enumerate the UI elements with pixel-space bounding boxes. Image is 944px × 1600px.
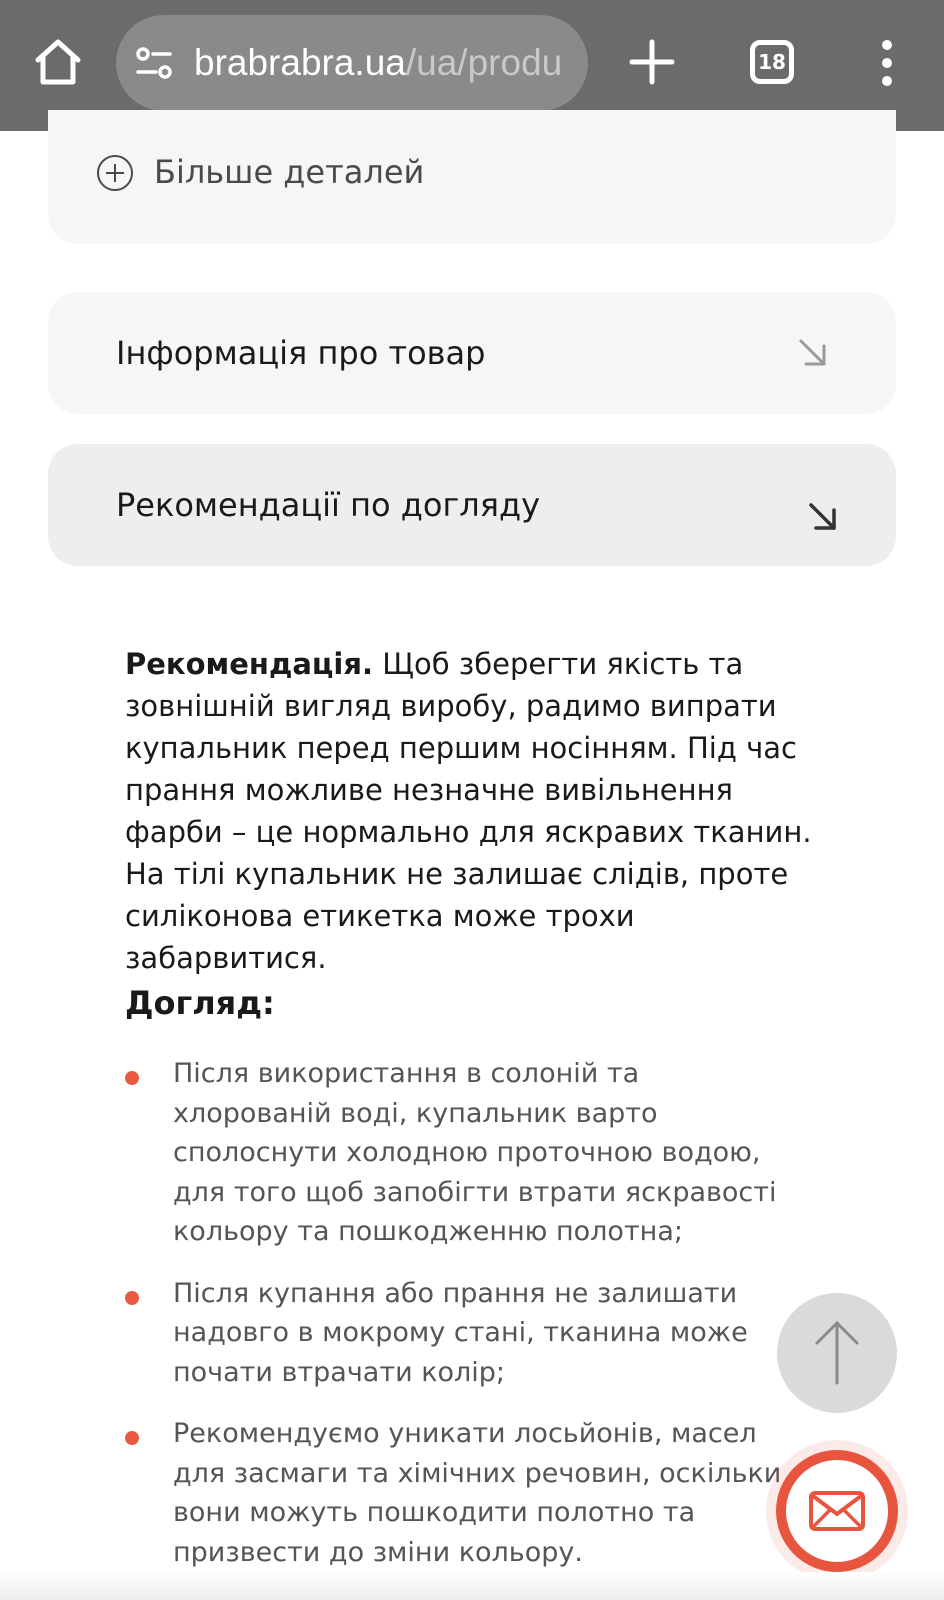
recommendation-body: Щоб зберегти якість та зовнішній вигляд виробу, радимо випрати купальник перед першим носінням. Під час прання можливе незначне вивільнення фарби – це нормально для яскравих тканин. На тілі купальник не залишає слідів, проте силіконова етикетка може трохи забарвитися. [125,647,812,975]
more-menu-button[interactable] [872,38,902,88]
bullet-dot [125,1431,139,1445]
accordion-product-info[interactable] [48,292,896,414]
arrow-down-right-icon [796,336,830,370]
bottom-edge-shadow [0,1572,944,1600]
care-recommendation-text [125,643,835,979]
bullet-dot [125,1071,139,1085]
address-bar[interactable] [116,15,588,111]
url-host: brabrabra.ua [194,42,406,83]
scroll-to-top-button[interactable] [777,1293,897,1413]
more-details-card [48,110,896,244]
contact-mail-button[interactable] [776,1450,898,1572]
accordion-care-recommendations[interactable] [48,444,896,566]
new-tab-button[interactable] [626,36,678,88]
bullet-dot [125,1291,139,1305]
recommendation-label: Рекомендація. [125,647,374,681]
list-item [125,1054,805,1252]
url-path: /ua/produ [405,42,563,83]
home-button[interactable] [30,34,86,90]
more-vert-icon [872,38,902,88]
home-icon [30,34,86,90]
care-list [125,1054,805,1594]
tabs-counter-button[interactable]: 18 [750,40,794,84]
care-item-text: Після купання або прання не залишати надовго в мокрому стані, тканина може почати втрачати колір; [173,1277,748,1388]
plus-icon [626,36,678,88]
tune-icon[interactable] [134,43,174,83]
more-details-link[interactable]: Більше деталей [154,153,425,191]
care-item-text: Після використання в солоній та хлорованій воді, купальник варто сполоснути холодною проточною водою, для того щоб запобігти втрати яскравості кольору та пошкодженню полотна; [173,1058,777,1247]
care-item-text: Рекомендуємо уникати лосьйонів, масел для засмаги та хімічних речовин, оскільки вони можуть пошкодити полотно та призвести до зміни кольору. [173,1418,782,1568]
arrow-down-right-icon [806,500,840,534]
list-item [125,1414,805,1572]
plus-circle-icon[interactable] [96,154,134,192]
care-heading: Догляд: [125,984,275,1022]
accordion-product-info-title: Інформація про товар [116,334,486,372]
arrow-up-icon [812,1319,862,1387]
url-text[interactable] [194,15,562,111]
mail-icon [808,1490,866,1532]
accordion-care-title: Рекомендації по догляду [116,486,541,524]
list-item [125,1274,805,1393]
